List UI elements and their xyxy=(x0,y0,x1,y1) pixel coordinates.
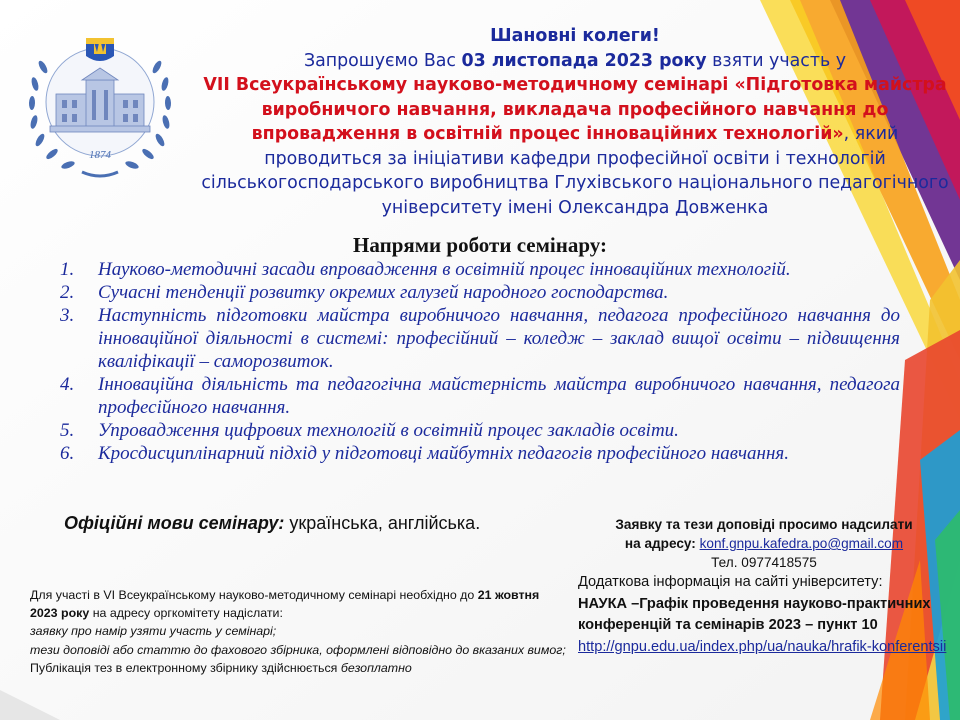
contact-block xyxy=(578,515,950,572)
item-number: 3. xyxy=(60,305,75,326)
additional-info xyxy=(578,572,950,658)
intro-text: Для участі в VI Всеукраїнському науково-методичному семінарі необхідно до xyxy=(30,588,478,602)
list-item xyxy=(60,373,900,419)
publication-prefix: Публікація тез в електронному збірнику здійснюється xyxy=(30,660,341,675)
directions-list xyxy=(60,258,900,465)
item-text: Сучасні тенденції розвитку окремих галузей народного господарства. xyxy=(98,282,669,303)
seminar-suffix: , який проводиться за ініціативи кафедри професійної освіти і технологій сільськогосподарського виробництва Глухівського національного педагогічного університету імені Олександра Довженка xyxy=(201,124,949,218)
invite-suffix: взяти участь у xyxy=(706,50,847,71)
official-languages xyxy=(64,513,480,534)
participation-note xyxy=(30,586,570,677)
requirement-2: тези доповіді або статтю до фахового збірника, оформлені відповідно до вказаних вимог; xyxy=(30,642,566,657)
deadline: 21 жовтня 2023 року xyxy=(30,588,540,621)
invite-date: 03 листопада 2023 року xyxy=(461,50,707,71)
seminar-name: VII Всеукраїнському науково-методичному семінарі «Підготовка майстра виробничого навчання, викладача професійного навчання до впровадження в освітній процес інноваційних технологій» xyxy=(203,75,947,144)
requirement-1: заявку про намір узяти участь у семінарі; xyxy=(30,624,277,639)
seminar-description xyxy=(200,73,950,220)
publication-note xyxy=(30,659,570,677)
item-number: 4. xyxy=(60,374,75,395)
list-item xyxy=(60,419,900,442)
list-item xyxy=(60,442,900,465)
languages-label: Офіційні мови семінару: xyxy=(64,513,285,533)
greeting: Шановні колеги! xyxy=(490,26,660,46)
info-intro: Додаткова інформація на сайті університету: xyxy=(578,574,883,590)
item-text: Інноваційна діяльність та педагогічна майстерність майстра виробничого навчання, педагога професійного навчання. xyxy=(98,374,900,418)
phone: Тел. 0977418575 xyxy=(711,555,817,570)
item-text: Упровадження цифрових технологій в освітній процес закладів освіти. xyxy=(98,420,679,441)
list-item xyxy=(60,258,900,281)
languages-value: українська, англійська. xyxy=(284,513,481,533)
schedule-link[interactable]: http://gnpu.edu.ua/index.php/ua/nauka/hrafik-konferentsii xyxy=(578,638,947,655)
item-number: 5. xyxy=(60,420,75,441)
item-text: Наступність підготовки майстра виробничого навчання, педагога професійного навчання до інноваційної діяльності в системі: професійний – коледж – заклад вищої освіти – підвищення кваліфікації – саморозвиток. xyxy=(98,305,900,372)
contact-address xyxy=(578,534,950,553)
item-number: 6. xyxy=(60,443,75,464)
item-number: 2. xyxy=(60,282,75,303)
list-item xyxy=(60,304,900,373)
item-number: 1. xyxy=(60,259,75,280)
intro-suffix: на адресу оргкомітету надіслати: xyxy=(89,606,283,621)
publication-free: безоплатно xyxy=(340,660,412,675)
invitation-header xyxy=(200,24,950,220)
trident-icon xyxy=(86,38,114,61)
list-item xyxy=(60,281,900,304)
logo-year: 1874 xyxy=(89,149,111,161)
item-text: Кросдисциплінарний підхід у підготовці майбутніх педагогів професійного навчання. xyxy=(98,443,789,464)
university-logo xyxy=(22,30,178,180)
email-link[interactable]: konf.gnpu.kafedra.po@gmail.com xyxy=(699,536,904,551)
info-section: НАУКА –Графік проведення науково-практичних конференцій та семінарів 2023 – пункт 10 xyxy=(578,595,931,633)
address-label: на адресу: xyxy=(624,536,696,551)
participation-intro xyxy=(30,586,570,622)
contact-request: Заявку та тези доповіді просимо надсилати xyxy=(615,517,913,532)
invite-prefix: Запрошуємо Вас xyxy=(303,50,462,71)
invitation-line xyxy=(200,49,950,74)
item-text: Науково-методичні засади впровадження в освітній процес інноваційних технологій. xyxy=(98,259,791,280)
directions-title: Напрями роботи семінару: xyxy=(353,233,607,257)
